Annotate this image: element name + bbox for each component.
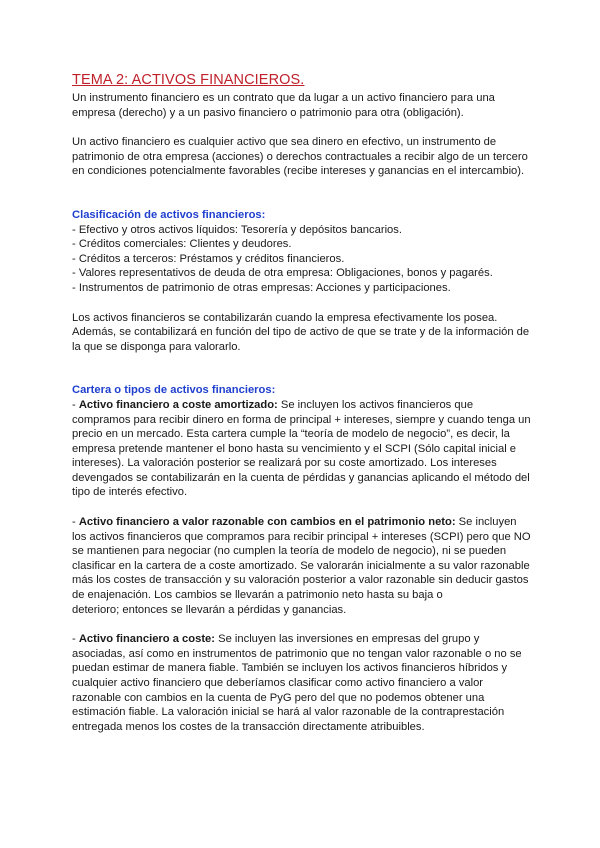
page-title: TEMA 2: ACTIVOS FINANCIEROS. [72,72,305,88]
portfolio-heading: Cartera o tipos de activos financieros: [72,384,276,397]
classification-note: Los activos financieros se contabilizarán cuando la empresa efectivamente los posea. Además, se contabilizará en función del tipo de activo de que se trate y de la información de la que se disponga para valorarlo. [72,311,530,353]
section-label: Activo financiero a coste: [78,633,215,646]
section-text: Se incluyen los activos financieros que compramos para recibir principal + intereses (SCPI) pero que NO se mantienen para negociar (no cumplen la teoría de modelo de negocio), ni se pueden clasificar en la cartera de a coste amortizado. Se valorarán inicialmente a su valor razonable más los costes de transacción y su valoración posterior a valor razonable sin deducir gastos de enajenación. Los cambios se llevarán a patrimonio neto hasta su baja o [72,516,531,602]
portfolio-section-cost [72,632,532,734]
section-label: Activo financiero a coste amortizado: [78,398,278,411]
document-page [72,72,532,734]
intro-paragraph-2: Un activo financiero es cualquier activo que sea dinero en efectivo, un instrumento de patrimonio de otra empresa (acciones) o derechos contractuales a recibir algo de un tercero en condiciones potencialmente favorables (recibe intereses y ganancias en el intercambio). [72,136,528,178]
section-prefix: - [72,633,79,646]
section-text-continued: deterioro; entonces se llevarán a pérdidas y ganancias. [72,603,347,616]
section-text: Se incluyen las inversiones en empresas del grupo y asociadas, así como en instrumentos de patrimonio que no tengan valor razonable o no se puedan estimar de manera fiable. También se incluyen los activos financieros híbridos y cualquier activo financiero que deberíamos clasificar como activo financiero a valor razonable con cambios en la cuenta de PyG pero del que no podemos obtener una estimación fiable. La valoración inicial se hará al valor razonable de la contraprestación entregada menos los costes de la transacción directamente atribuibles. [72,633,522,733]
list-item: - Valores representativos de deuda de otra empresa: Obligaciones, bonos y pagarés. [72,267,493,280]
section-prefix: - [72,516,79,529]
list-item: - Créditos a terceros: Préstamos y créditos financieros. [72,252,345,265]
section-prefix: - [72,398,79,411]
portfolio-section-fair-value [72,515,532,617]
list-item: - Créditos comerciales: Clientes y deudores. [72,238,292,251]
list-item: - Instrumentos de patrimonio de otras empresas: Acciones y participaciones. [72,281,451,294]
intro-paragraph-1: Un instrumento financiero es un contrato que da lugar a un activo financiero para una empresa (derecho) y a un pasivo financiero o patrimonio para otra (obligación). [72,92,495,119]
list-item: - Efectivo y otros activos líquidos: Tesorería y depósitos bancarios. [72,223,402,236]
section-text: Se incluyen los activos financieros que compramos para recibir dinero en forma de principal + intereses, siempre y cuando tenga un precio en un mercado. Esta cartera cumple la “teoría de modelo de negocio”, es decir, la empresa pretende mantener el bono hasta su vencimiento y el SCPI (Sólo capital inicial e intereses). La valoración posterior se realizará por su coste amortizado. Los intereses devengados se contabilizarán en la cuenta de pérdidas y ganancias aplicando el método del tipo de interés efectivo. [72,398,531,499]
classification-heading: Clasificación de activos financieros: [72,208,266,221]
section-label: Activo financiero a valor razonable con cambios en el patrimonio neto: [78,516,456,529]
portfolio-section-amortized [72,398,532,500]
classification-list [72,223,532,296]
